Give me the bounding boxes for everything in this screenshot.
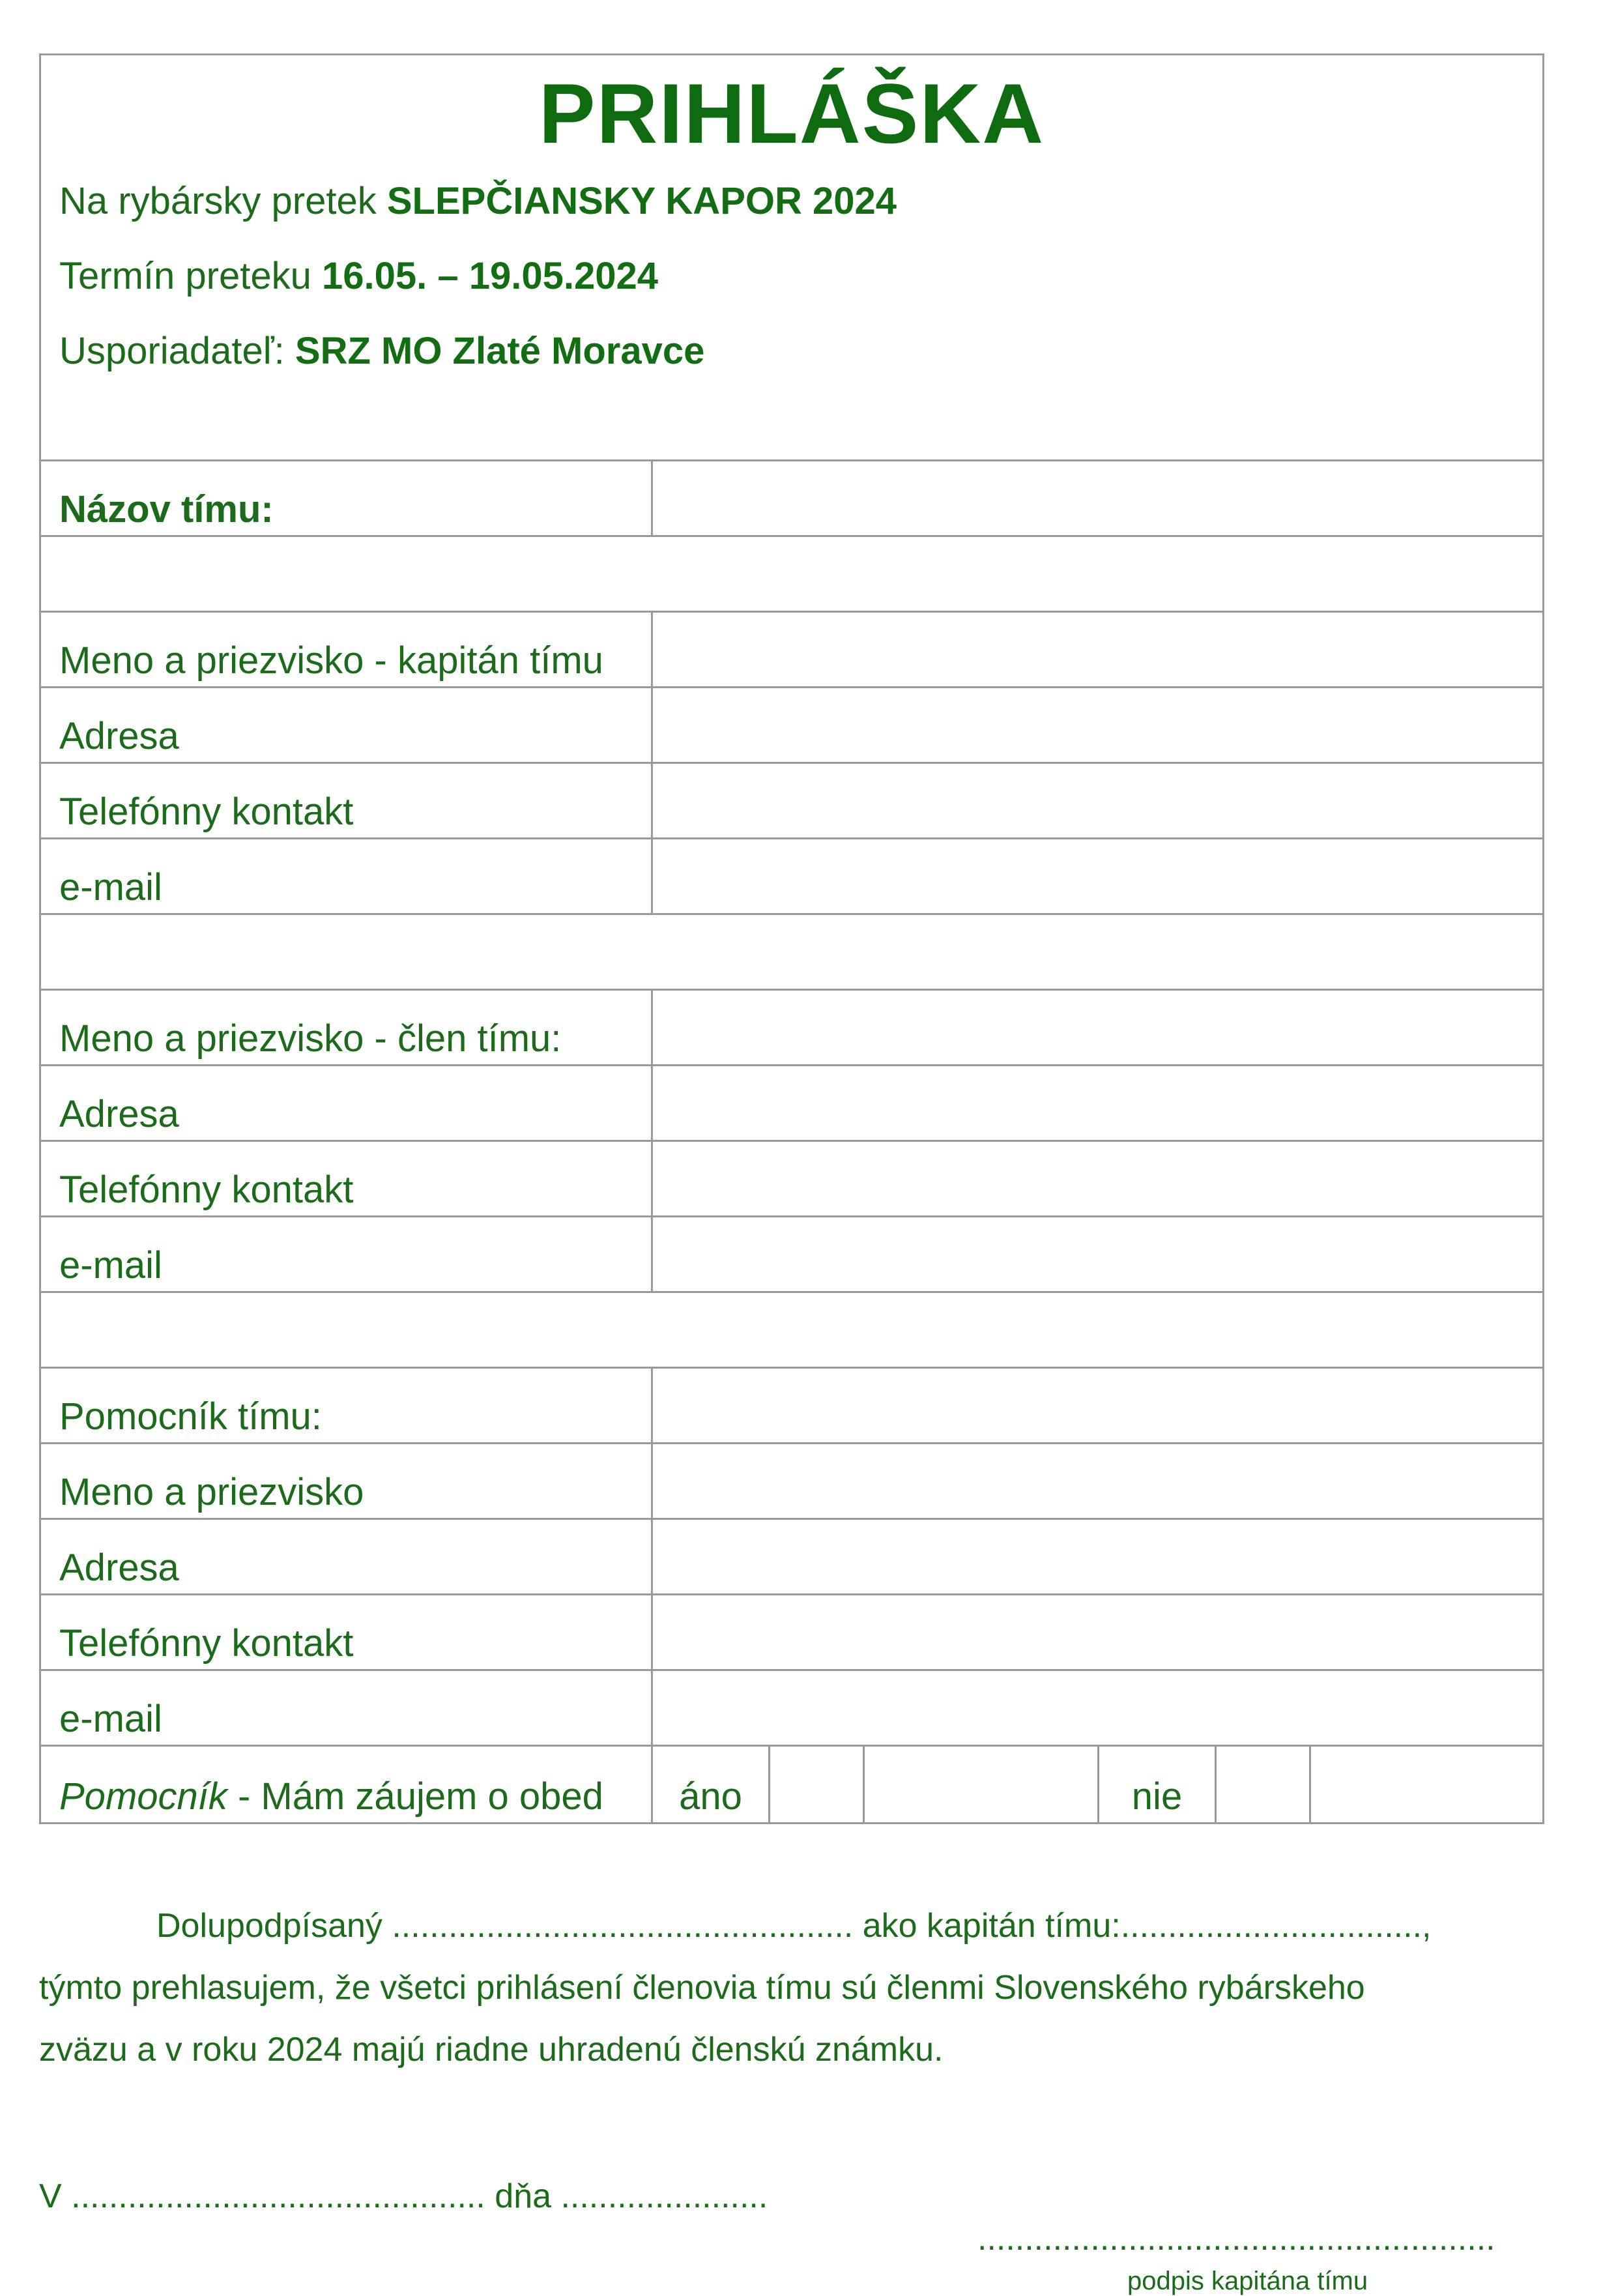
captain-phone-label: Telefónny kontakt <box>41 764 653 837</box>
lunch-yes-label: áno <box>653 1747 770 1822</box>
member-phone-label: Telefónny kontakt <box>41 1142 653 1215</box>
helper-email-row <box>41 1671 1542 1747</box>
member-name-field[interactable] <box>653 991 1542 1064</box>
term-prefix: Termín preteku <box>59 255 311 297</box>
helper-email-field[interactable] <box>653 1671 1542 1745</box>
signature-caption: podpis kapitána tímu <box>1127 2267 1368 2295</box>
lunch-label-italic: Pomocník <box>59 1775 227 1818</box>
form-title: PRIHLÁŠKA <box>538 66 1045 161</box>
helper-address-label: Adresa <box>41 1520 653 1593</box>
helper-heading-field[interactable] <box>653 1369 1542 1442</box>
captain-address-label: Adresa <box>41 688 653 762</box>
organizer-value: SRZ MO Zlaté Moravce <box>295 330 705 372</box>
captain-name-field[interactable] <box>653 613 1542 686</box>
helper-address-row <box>41 1520 1542 1595</box>
place-date-line: V ............................................ dňa ...................... <box>39 2177 768 2215</box>
declaration-line-3: zväzu a v roku 2024 majú riadne uhradenú členskú známku. <box>39 2031 944 2069</box>
lunch-label-rest: - Mám záujem o obed <box>227 1775 603 1818</box>
signature-line: ....................................................... <box>977 2220 1495 2258</box>
lunch-no-extra[interactable] <box>1311 1747 1542 1822</box>
application-form <box>39 53 1544 1824</box>
lunch-no-label: nie <box>1099 1747 1217 1822</box>
helper-phone-row <box>41 1595 1542 1671</box>
member-address-row <box>41 1066 1542 1142</box>
lunch-yes-extra[interactable] <box>865 1747 1099 1822</box>
organizer-prefix: Usporiadateľ: <box>59 330 285 372</box>
member-phone-row <box>41 1142 1542 1217</box>
member-email-field[interactable] <box>653 1217 1542 1291</box>
helper-phone-label: Telefónny kontakt <box>41 1595 653 1669</box>
lunch-no-checkbox[interactable] <box>1217 1747 1311 1822</box>
race-name: SLEPČIANSKY KAPOR 2024 <box>386 180 897 222</box>
spacer-row <box>41 1293 1542 1369</box>
helper-name-row <box>41 1444 1542 1520</box>
team-name-label: Názov tímu: <box>41 461 653 535</box>
helper-phone-field[interactable] <box>653 1595 1542 1669</box>
team-name-field[interactable] <box>653 461 1542 535</box>
captain-name-label: Meno a priezvisko - kapitán tímu <box>41 613 653 686</box>
member-name-label: Meno a priezvisko - člen tímu: <box>41 991 653 1064</box>
spacer-row <box>41 537 1542 613</box>
form-header <box>41 55 1542 461</box>
member-email-row <box>41 1217 1542 1293</box>
captain-address-field[interactable] <box>653 688 1542 762</box>
captain-phone-field[interactable] <box>653 764 1542 837</box>
helper-heading-label: Pomocník tímu: <box>41 1369 653 1442</box>
member-name-row <box>41 991 1542 1066</box>
member-address-field[interactable] <box>653 1066 1542 1140</box>
term-line <box>59 254 658 298</box>
captain-phone-row <box>41 764 1542 839</box>
term-value: 16.05. – 19.05.2024 <box>321 255 658 297</box>
declaration-line-1: Dolupodpísaný ................................................. ako kapitán tímu:................................, <box>156 1907 1432 1945</box>
captain-name-row <box>41 613 1542 688</box>
member-address-label: Adresa <box>41 1066 653 1140</box>
helper-address-field[interactable] <box>653 1520 1542 1593</box>
lunch-label <box>41 1747 653 1822</box>
member-phone-field[interactable] <box>653 1142 1542 1215</box>
helper-name-field[interactable] <box>653 1444 1542 1518</box>
captain-email-field[interactable] <box>653 839 1542 913</box>
spacer-row <box>41 915 1542 991</box>
captain-email-row <box>41 839 1542 915</box>
helper-heading-row <box>41 1369 1542 1444</box>
member-email-label: e-mail <box>41 1217 653 1291</box>
captain-email-label: e-mail <box>41 839 653 913</box>
declaration-line-2: týmto prehlasujem, že všetci prihlásení členovia tímu sú členmi Slovenského rybárskeho <box>39 1969 1365 2007</box>
race-prefix: Na rybársky pretek <box>59 180 377 222</box>
race-line <box>59 179 897 223</box>
lunch-row <box>41 1747 1542 1822</box>
lunch-yes-checkbox[interactable] <box>770 1747 865 1822</box>
organizer-line <box>59 329 704 373</box>
helper-email-label: e-mail <box>41 1671 653 1745</box>
helper-name-label: Meno a priezvisko <box>41 1444 653 1518</box>
captain-address-row <box>41 688 1542 764</box>
team-name-row <box>41 461 1542 537</box>
